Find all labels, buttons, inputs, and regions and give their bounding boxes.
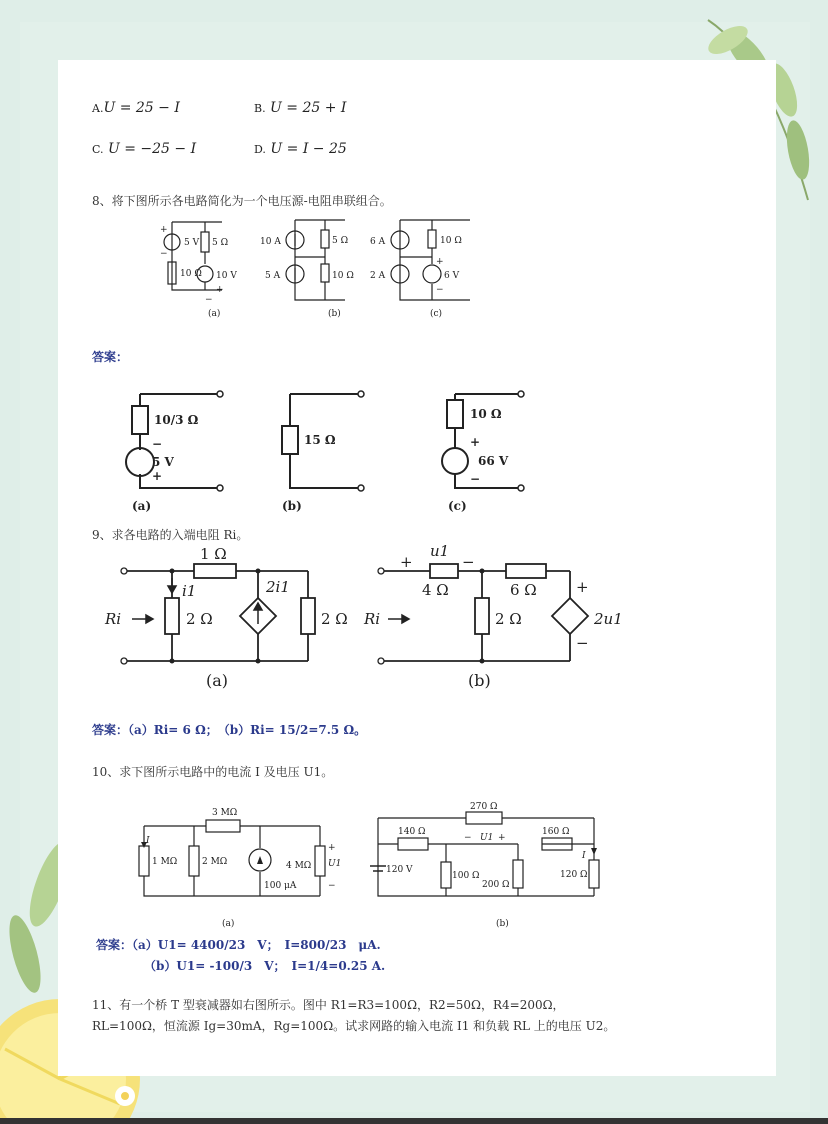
q8-ans-a-r-label: 10/3 Ω: [154, 413, 199, 427]
q10-circuits-figure: [130, 800, 610, 935]
q8b-r1-label: 5 Ω: [332, 236, 349, 246]
q8b-r2-label: 10 Ω: [332, 271, 354, 281]
q8b-i2-label: 5 A: [265, 271, 281, 281]
q10b-caption: (b): [496, 919, 509, 929]
q8-ans-c-v-label: 66 V: [478, 454, 509, 468]
q9b-dep-plus: +: [576, 578, 589, 596]
q9-circuits-figure: [100, 540, 630, 690]
q9b-plus: +: [400, 553, 413, 571]
q8a-v1-label: 5 V: [184, 238, 200, 248]
q9b-r2-label: 6 Ω: [510, 581, 537, 599]
q8-answer-label: 答案：: [92, 350, 129, 364]
q10-answer-1: 答案：（a）U1= 4400/23 V； I=800/23 μA.: [96, 938, 381, 952]
q8-ans-c-caption: (c): [448, 499, 467, 513]
q10a-r3-label: 4 MΩ: [286, 861, 312, 871]
option-d: D. U = I − 25: [254, 141, 347, 157]
q9a-r-left-label: 2 Ω: [186, 610, 213, 628]
q8-ans-a-caption: (a): [132, 499, 152, 513]
q8a-v2-plus: +: [216, 285, 224, 295]
q9a-r-top-label: 1 Ω: [200, 545, 227, 563]
q10a-minus: −: [328, 881, 336, 891]
option-a: A.U = 25 − I: [92, 100, 180, 116]
q8-ans-a-minus: −: [152, 437, 163, 451]
question-10-text: 10、求下图所示电路中的电流 I 及电压 U1。: [92, 765, 334, 779]
q8c-i1-label: 6 A: [370, 237, 386, 247]
q10-answer-2: （b）U1= -100/3 V； I=1/4=0.25 A.: [144, 959, 386, 973]
q9a-dep-label: 2i1: [266, 578, 290, 596]
q8-ans-b-caption: (b): [282, 499, 302, 513]
q10b-v-label: 120 V: [386, 865, 413, 875]
question-11-line-2: RL=100Ω，恒流源 Ig=30mA，Rg=100Ω。试求网路的输入电流 I1 和负载 RL 上的电压 U2。: [92, 1019, 616, 1033]
q8a-minus: −: [160, 249, 168, 259]
q8a-r1-label: 5 Ω: [212, 238, 229, 248]
bottom-bar: [0, 1118, 828, 1124]
q10b-minus: −: [464, 833, 472, 843]
q8b-i1-label: 10 A: [260, 237, 281, 247]
q8c-v-label: 6 V: [444, 271, 460, 281]
q10a-src-label: 100 μA: [264, 881, 297, 891]
q8-ans-c-plus: +: [470, 435, 481, 449]
q8-ans-a-plus: +: [152, 469, 163, 483]
q8c-plus: +: [436, 257, 444, 267]
q8-ans-c-r-label: 10 Ω: [470, 407, 502, 421]
q9b-caption: (b): [468, 671, 491, 690]
q10b-plus: +: [498, 833, 506, 843]
q8-ans-a-v-label: 5 V: [152, 455, 174, 469]
q8a-plus: +: [160, 225, 168, 235]
q10b-i-label: I: [582, 851, 586, 861]
q8a-caption: (a): [208, 309, 221, 319]
q9a-i1-label: i1: [182, 582, 197, 600]
q9a-ri-label: Ri: [105, 610, 122, 628]
q9a-caption: (a): [206, 671, 229, 690]
q8c-r1-label: 10 Ω: [440, 236, 462, 246]
q8b-caption: (b): [328, 309, 341, 319]
q8-circuits-figure: [150, 212, 490, 322]
q8a-r2-label: 10 Ω: [180, 269, 202, 279]
q10a-u-label: U1: [328, 859, 342, 869]
q8-ans-b-r-label: 15 Ω: [304, 433, 336, 447]
q10a-r1-label: 1 MΩ: [152, 857, 178, 867]
q8-answer-circuits-figure: [110, 388, 550, 518]
q10b-r4-label: 200 Ω: [482, 880, 510, 890]
q10a-plus: +: [328, 843, 336, 853]
q10b-r2-label: 160 Ω: [542, 827, 570, 837]
q9b-r1-label: 4 Ω: [422, 581, 449, 599]
q8-ans-c-minus: −: [470, 472, 481, 486]
q10a-i-label: I: [146, 836, 150, 846]
q9b-r3-label: 2 Ω: [495, 610, 522, 628]
q9b-minus: −: [462, 553, 475, 571]
option-b: B. U = 25 + I: [254, 100, 347, 116]
question-8-text: 8、将下图所示各电路简化为一个电压源-电阻串联组合。: [92, 194, 392, 208]
q10a-r2-label: 2 MΩ: [202, 857, 228, 867]
q9b-u1-label: u1: [430, 542, 450, 560]
q9b-ri-label: Ri: [364, 610, 381, 628]
q8a-v2-label: 10 V: [216, 271, 237, 281]
q10a-r-top-label: 3 MΩ: [212, 808, 238, 818]
q9b-dep-minus: −: [576, 634, 589, 652]
question-9-text: 9、求各电路的入端电阻 Ri。: [92, 528, 249, 542]
q8a-v2-minus: −: [205, 295, 213, 305]
q10b-r-top-label: 270 Ω: [470, 802, 498, 812]
option-c: C. U = −25 − I: [92, 141, 197, 157]
q10b-r3-label: 100 Ω: [452, 871, 480, 881]
q9-answer: 答案：（a）Ri= 6 Ω； （b）Ri= 15/2=7.5 Ω。: [92, 723, 367, 737]
q10b-r1-label: 140 Ω: [398, 827, 426, 837]
q8c-i2-label: 2 A: [370, 271, 386, 281]
q8c-caption: (c): [430, 309, 443, 319]
question-11-line-1: 11、有一个桥 T 型衰减器如右图所示。图中 R1=R3=100Ω，R2=50Ω，R4=200Ω，: [92, 998, 565, 1012]
q10a-caption: (a): [222, 919, 235, 929]
q9b-dep-label: 2u1: [594, 610, 623, 628]
q9a-r-right-label: 2 Ω: [321, 610, 348, 628]
q10b-r5-label: 120 Ω: [560, 870, 588, 880]
q8c-minus: −: [436, 285, 444, 295]
q10b-u-label: U1: [480, 833, 494, 843]
